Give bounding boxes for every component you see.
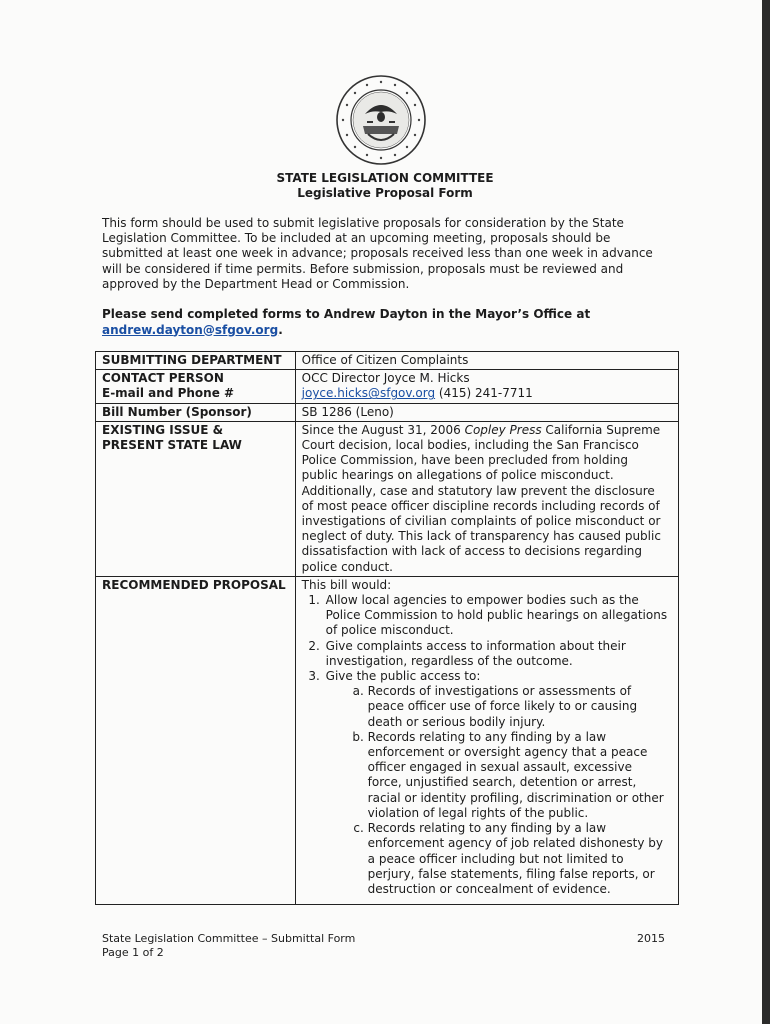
send-tail: .	[278, 322, 283, 337]
proposal-item: 2. Give complaints access to information about their investigation, regardless of the outcome.	[324, 639, 673, 669]
public-access-item: c. Records relating to any finding by a law enforcement agency of job related dishonesty by a peace officer including but not limited to perjury, false statements, filing false reports, or destruction or concealment of evidence.	[368, 821, 673, 897]
footer-year: 2015	[637, 932, 665, 945]
intro-line: approved by the Department Head or Commission.	[102, 276, 410, 291]
proposal-form-table	[95, 351, 679, 905]
form-subtitle: Legislative Proposal Form	[297, 186, 473, 200]
existing-line: Police Commission, have been precluded from holding	[301, 453, 629, 468]
footer-page-number: Page 1 of 2	[102, 946, 164, 959]
scan-edge	[762, 0, 770, 1024]
existing-line: Additionally, case and statutory law prevent the disclosure	[301, 483, 655, 498]
proposal-list	[302, 593, 673, 897]
intro-line: will be considered if time permits. Before submission, proposals must be reviewed and	[102, 261, 624, 276]
footer-form-name: State Legislation Committee – Submittal Form	[102, 932, 356, 945]
proposal-item: 1. Allow local agencies to empower bodies such as the Police Commission to hold public hearings on allegations of police misconduct.	[324, 593, 673, 639]
proposal-intro: This bill would:	[301, 577, 392, 592]
contact-email[interactable]: joyce.hicks@sfgov.org	[301, 386, 436, 401]
send-instructions	[102, 307, 670, 338]
contact-email-link[interactable]: andrew.dayton@sfgov.org	[102, 322, 279, 337]
submitting-department-value: Office of Citizen Complaints	[295, 352, 678, 370]
public-access-list	[326, 684, 673, 897]
recommended-proposal-label: RECOMMENDED PROPOSAL	[96, 576, 296, 904]
table-row	[96, 421, 679, 576]
table-row	[96, 403, 679, 421]
submitting-department-label: SUBMITTING DEPARTMENT	[96, 352, 296, 370]
existing-line: investigations of civilian complaints of police misconduct or	[301, 514, 661, 529]
email-phone-label: E-mail and Phone #	[102, 386, 235, 401]
city-seal	[335, 74, 427, 166]
table-row	[96, 370, 679, 403]
bill-number-label: Bill Number (Sponsor)	[96, 403, 296, 421]
table-row	[96, 352, 679, 370]
existing-issue-label-2: PRESENT STATE LAW	[102, 438, 242, 453]
bill-number-value: SB 1286 (Leno)	[295, 403, 678, 421]
contact-name: OCC Director Joyce M. Hicks	[301, 371, 470, 386]
existing-line: Court decision, local bodies, including the San Francisco	[301, 438, 639, 453]
contact-person-label: CONTACT PERSON	[102, 371, 224, 386]
footer-left	[102, 932, 355, 960]
public-access-item: b. Records relating to any finding by a law enforcement or oversight agency that a peace officer engaged in sexual assault, excessive force, unjustified search, detention or arrest, racial or identity profiling, discrimination or other violation of legal rights of the public.	[368, 730, 673, 821]
form-title: STATE LEGISLATION COMMITTEE	[276, 171, 494, 185]
recommended-proposal-value	[295, 576, 678, 904]
existing-line: dissatisfaction with lack of access to decisions regarding	[301, 544, 642, 559]
existing-issue-label	[96, 421, 296, 576]
existing-line: public hearings on allegations of police misconduct.	[301, 468, 614, 483]
existing-line: of most peace officer discipline records including records of	[301, 498, 660, 513]
send-text: Please send completed forms to Andrew Dayton in the Mayor’s Office at	[102, 307, 591, 321]
intro-line: Legislation Committee. To be included at an upcoming meeting, proposals should be	[102, 231, 611, 246]
existing-issue-label-1: EXISTING ISSUE &	[102, 422, 224, 437]
case-name: Copley Press	[464, 422, 542, 437]
existing-line: neglect of duty. This lack of transparency has caused public	[301, 529, 661, 544]
existing-line: police conduct.	[301, 559, 393, 574]
intro-line: submitted at least one week in advance; proposals received less than one week in advance	[102, 246, 653, 261]
proposal-item: 3. Give the public access to: a. Records of investigations or assessments of peace officer use of force likely to or causing death or serious bodily injury. b. Records relating to any finding by a law enforcement or oversight agency that a peace officer engaged in sexual assault, excessive force, unjustified search, detention or arrest, racial or identity profiling, discrimination or other violation of legal rights of the public. c. Records relating to any finding by a law enforcement agency of job related dishonesty by a peace officer including but not limited to perjury, false statements, filing false reports, or destruction or concealment of evidence.	[324, 669, 673, 897]
public-access-item: a. Records of investigations or assessments of peace officer use of force likely to or causing death or serious bodily injury.	[368, 684, 673, 730]
contact-label	[96, 370, 296, 403]
intro-line: This form should be used to submit legislative proposals for consideration by the State	[102, 216, 624, 230]
contact-phone: (415) 241-7711	[435, 386, 533, 401]
intro-paragraph	[102, 216, 670, 292]
table-row	[96, 576, 679, 904]
contact-value	[295, 370, 678, 403]
existing-issue-value	[295, 421, 678, 576]
existing-line: Since the August 31, 2006 Copley Press California Supreme	[301, 422, 661, 437]
